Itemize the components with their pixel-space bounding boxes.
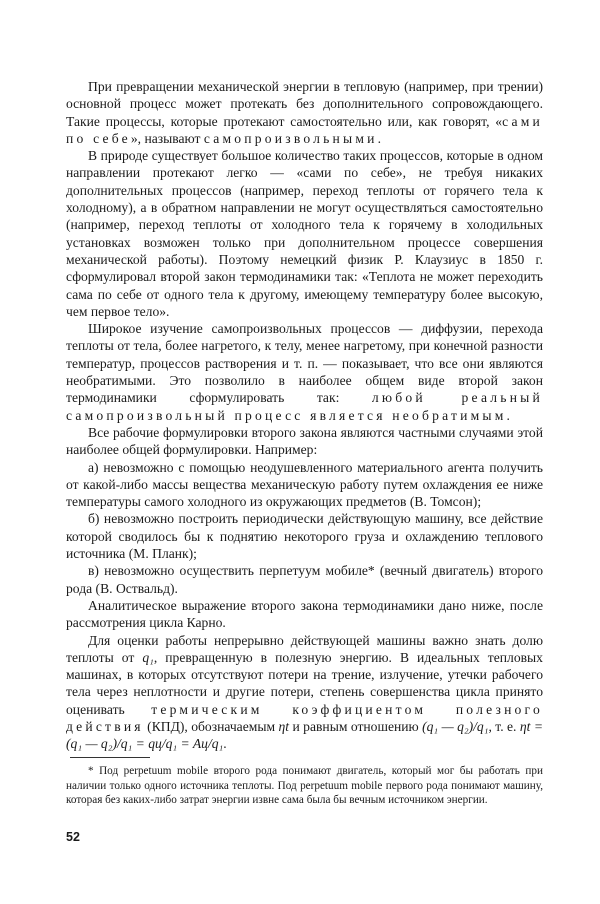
formula: ηt	[278, 718, 290, 734]
footnote	[66, 764, 543, 808]
spaced-emphasis: сами по себе	[66, 113, 543, 146]
body-text	[66, 78, 543, 753]
paragraph-5: Аналитическое выражение второго закона термодинамики дано ниже, после рассмотрения цикла Карно.	[66, 597, 543, 631]
page-number: 52	[66, 830, 80, 844]
list-item-c: в) невозможно осуществить перпетуум мобиле* (вечный двигатель) второго рода (В. Оствальд).	[66, 563, 543, 596]
formula: (q₁ — q₂)/q₁	[422, 718, 489, 734]
paragraph-6: Для оценки работы непрерывно действующей машины важно знать долю теплоты от q₁, превращенную в полезную энергию. В идеальных тепловых машинах, в которых отсутствуют потери на трение, излучение, утечки рабочего тела через неплотности и другие потери, степень совершенства цикла принято оценивать термическим коэффициентом полезного действия (КПД), обозначаемым ηt и равным отношению (q₁ — q₂)/q₁, т. е. ηt = (q₁ — q₂)/q₁ = qц/q₁ = Aц/q₁.	[66, 632, 543, 752]
spaced-emphasis: самопроизвольными	[203, 130, 378, 146]
footnote-text: * Под perpetuum mobile второго рода понимают двигатель, который мог бы работать при наличии только одного источника теплоты. Под perpetuum mobile первого рода понимают машину, которая без каких-либо затрат энергии извне сама была бы вечным источником энергии.	[66, 765, 543, 807]
paragraph-3: Широкое изучение самопроизвольных процессов — диффузии, перехода теплоты от тела, более нагретого, к телу, менее нагретому, при конечной разности температур, процессов растворения и т. п. — показывает, что все они являются необратимыми. Это позволило в наиболее общем виде второй закон термодинамики сформулировать так: любой реальный самопроизвольный процесс является необратимым.	[66, 321, 543, 423]
footnote-divider	[70, 757, 150, 758]
formula: ηt = (q₁ — q₂)/q₁ = qц/q₁ = Aц/q₁	[66, 718, 543, 752]
list-item-a: а) невозможно с помощью неодушевленного материального агента получить от какой-либо массы вещества механическую работу путем охлаждения ее ниже температуры самого холодного из окружающих предметов (В. Томсон);	[66, 459, 543, 510]
spaced-emphasis: термическим коэффициентом полезного действия	[66, 701, 543, 734]
spaced-emphasis: любой реальный самопроизвольный процесс является необратимым	[66, 390, 543, 423]
paragraph-4: Все рабочие формулировки второго закона являются частными случаями этой наиболее общей формулировки. Например:	[66, 424, 543, 458]
formula: q₁	[142, 649, 154, 665]
paragraph-2: В природе существует большое количество таких процессов, которые в одном направлении протекают легко — «сами по себе», не требуя никаких дополнительных процессов (например, переход теплоты от горячего тела к холодному), а в обратном направлении не могут осуществляться самостоятельно (например, переход теплоты от холодного тела к горячему в холодильных установках возможен только при дополнительном процессе совершения механической работы). Поэтому немецкий физик Р. Клаузиус в 1850 г. сформулировал второй закон термодинамики так: «Теплота не может переходить сама по себе от одного тела к другому, имеющему температуру более высокую, чем первое тело».	[66, 148, 543, 319]
paragraph-1: При превращении механической энергии в тепловую (например, при трении) основной процесс может протекать без дополнительного сопровождающего. Такие процессы, которые протекают самостоятельно или, как говорят, «сами по себе», называют самопроизвольными.	[66, 79, 543, 146]
list-item-b: б) невозможно построить периодически действующую машину, все действие которой сводилось бы к поднятию некоторого груза и охлаждению теплового источника (М. Планк);	[66, 511, 543, 562]
